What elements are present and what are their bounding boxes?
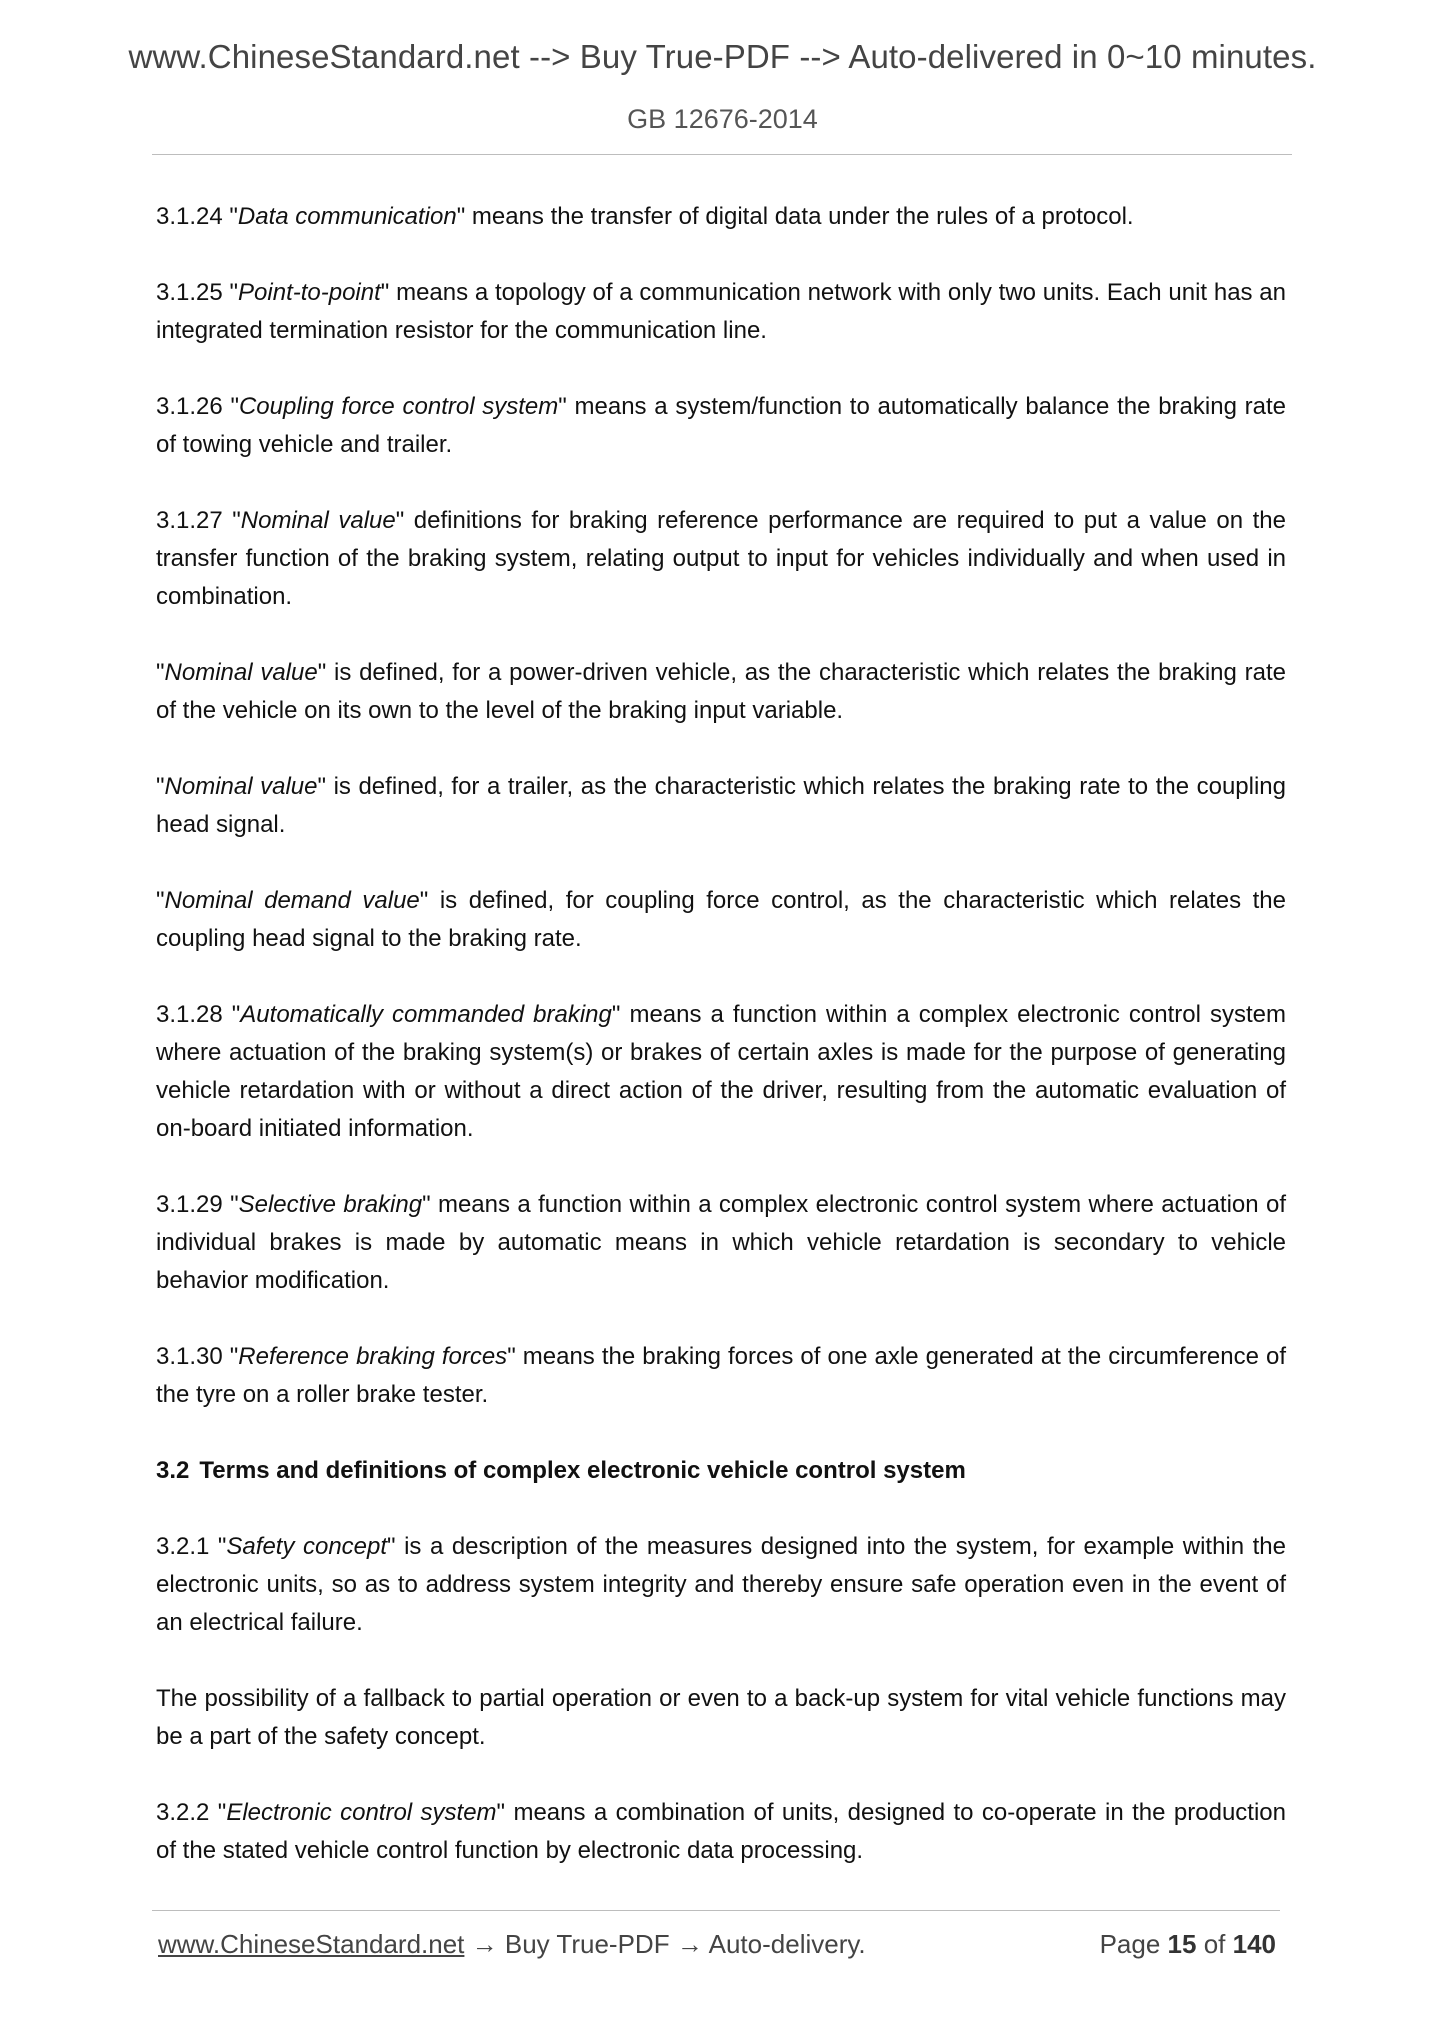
- defined-term: Point-to-point: [238, 279, 381, 306]
- section-title: Terms and definitions of complex electronic vehicle control system: [199, 1457, 966, 1484]
- paragraph-text: The possibility of a fallback to partial operation or even to a back-up system for vital vehicle functions may be a part of the safety concept.: [156, 1685, 1286, 1750]
- defined-term: Automatically commanded braking: [240, 1001, 612, 1028]
- paragraph-prefix: ": [156, 887, 165, 914]
- document-number: GB 12676-2014: [627, 104, 818, 134]
- defined-term: Selective braking: [238, 1191, 423, 1218]
- buy-true-pdf-text: Buy True-PDF: [504, 1929, 670, 1959]
- paragraph-prefix: 3.2.1 ": [156, 1533, 227, 1560]
- of-label: of: [1203, 1929, 1226, 1959]
- paragraph-prefix: 3.1.28 ": [156, 1001, 241, 1028]
- paragraph-prefix: 3.1.24 ": [156, 203, 238, 230]
- paragraph-prefix: 3.1.27 ": [156, 507, 241, 534]
- defined-term: Nominal value: [164, 773, 318, 800]
- paragraph-3-1-27: [156, 502, 1286, 616]
- header-divider: [152, 154, 1292, 155]
- defined-term: Nominal demand value: [164, 887, 420, 914]
- auto-delivery-text: Auto-delivery.: [708, 1929, 866, 1959]
- paragraph-3-1-24: [156, 198, 1286, 236]
- defined-term: Coupling force control system: [238, 393, 559, 420]
- paragraph-3-2-1: [156, 1528, 1286, 1642]
- paragraph-prefix: 3.1.25 ": [156, 279, 239, 306]
- page-label: Page: [1099, 1929, 1161, 1959]
- paragraph-text: " means a topology of a communication network with only two units. Each unit has an integrated termination resistor for the communication line.: [156, 279, 1287, 344]
- paragraph-text: " is defined, for a trailer, as the characteristic which relates the braking rate to the coupling head signal.: [156, 773, 1286, 838]
- paragraph-text: " means a system/function to automatically balance the braking rate of towing vehicle and trailer.: [156, 393, 1286, 458]
- paragraph-prefix: ": [156, 773, 165, 800]
- arrow-right-icon: →: [471, 1929, 498, 1959]
- paragraph-text: " means a combination of units, designed to co-operate in the production of the stated vehicle control function by electronic data processing.: [156, 1799, 1286, 1864]
- paragraph-text: " is defined, for coupling force control, as the characteristic which relates the coupling head signal to the braking rate.: [156, 887, 1286, 952]
- defined-term: Safety concept: [226, 1533, 388, 1560]
- paragraph-text: " means the transfer of digital data under the rules of a protocol.: [456, 203, 1134, 230]
- paragraph-3-1-28: [156, 996, 1286, 1148]
- paragraph-text: " means a function within a complex electronic control system where actuation of individual brakes is made by automatic means in which vehicle retardation is secondary to vehicle behavior modification.: [156, 1191, 1286, 1294]
- defined-term: Nominal value: [164, 659, 318, 686]
- total-pages: 140: [1232, 1929, 1276, 1959]
- paragraph-nominal-demand-value: [156, 882, 1286, 958]
- paragraph-prefix: 3.1.26 ": [156, 393, 239, 420]
- defined-term: Reference braking forces: [238, 1343, 508, 1370]
- footer-divider: [152, 1910, 1280, 1911]
- site-link[interactable]: www.ChineseStandard.net: [158, 1929, 465, 1959]
- defined-term: Data communication: [237, 203, 457, 230]
- paragraph-text: " is a description of the measures designed into the system, for example within the electronic units, so as to address system integrity and thereby ensure safe operation even in the event of an electrical failure.: [156, 1533, 1286, 1636]
- paragraph-prefix: 3.1.29 ": [156, 1191, 239, 1218]
- arrow-right-icon: →: [676, 1929, 703, 1959]
- page-number: 15: [1167, 1929, 1197, 1959]
- defined-term: Nominal value: [240, 507, 396, 534]
- page-content: [156, 198, 1286, 1908]
- paragraph-text: " definitions for braking reference performance are required to put a value on the transfer function of the braking system, relating output to input for vehicles individually and when used in combination.: [156, 507, 1286, 610]
- section-number: 3.2: [156, 1457, 190, 1484]
- paragraph-nominal-value-vehicle: [156, 654, 1286, 730]
- paragraph-3-1-30: [156, 1338, 1286, 1414]
- paragraph-prefix: 3.2.2 ": [156, 1799, 227, 1826]
- paragraph-3-1-25: [156, 274, 1286, 350]
- paragraph-text: " is defined, for a power-driven vehicle, as the characteristic which relates the braking rate of the vehicle on its own to the level of the braking input variable.: [156, 659, 1286, 724]
- paragraph-3-1-26: [156, 388, 1286, 464]
- footer-promo: [158, 1929, 866, 1960]
- paragraph-prefix: 3.1.30 ": [156, 1343, 239, 1370]
- paragraph-text: " means a function within a complex electronic control system where actuation of the braking system(s) or brakes of certain axles is made for the purpose of generating vehicle retardation with or without a direct action of the driver, resulting from the automatic evaluation of on-board initiated information.: [156, 1001, 1287, 1142]
- page-indicator: [1100, 1929, 1276, 1960]
- paragraph-prefix: ": [156, 659, 165, 686]
- paragraph-nominal-value-trailer: [156, 768, 1286, 844]
- defined-term: Electronic control system: [226, 1799, 497, 1826]
- site-banner: www.ChineseStandard.net --> Buy True-PDF --> Auto-delivered in 0~10 minutes.: [128, 38, 1317, 75]
- paragraph-3-2-2: [156, 1794, 1286, 1870]
- paragraph-text: " means the braking forces of one axle generated at the circumference of the tyre on a roller brake tester.: [156, 1343, 1286, 1408]
- paragraph-fallback: [156, 1680, 1286, 1756]
- section-heading-3-2: [156, 1452, 1286, 1490]
- paragraph-3-1-29: [156, 1186, 1286, 1300]
